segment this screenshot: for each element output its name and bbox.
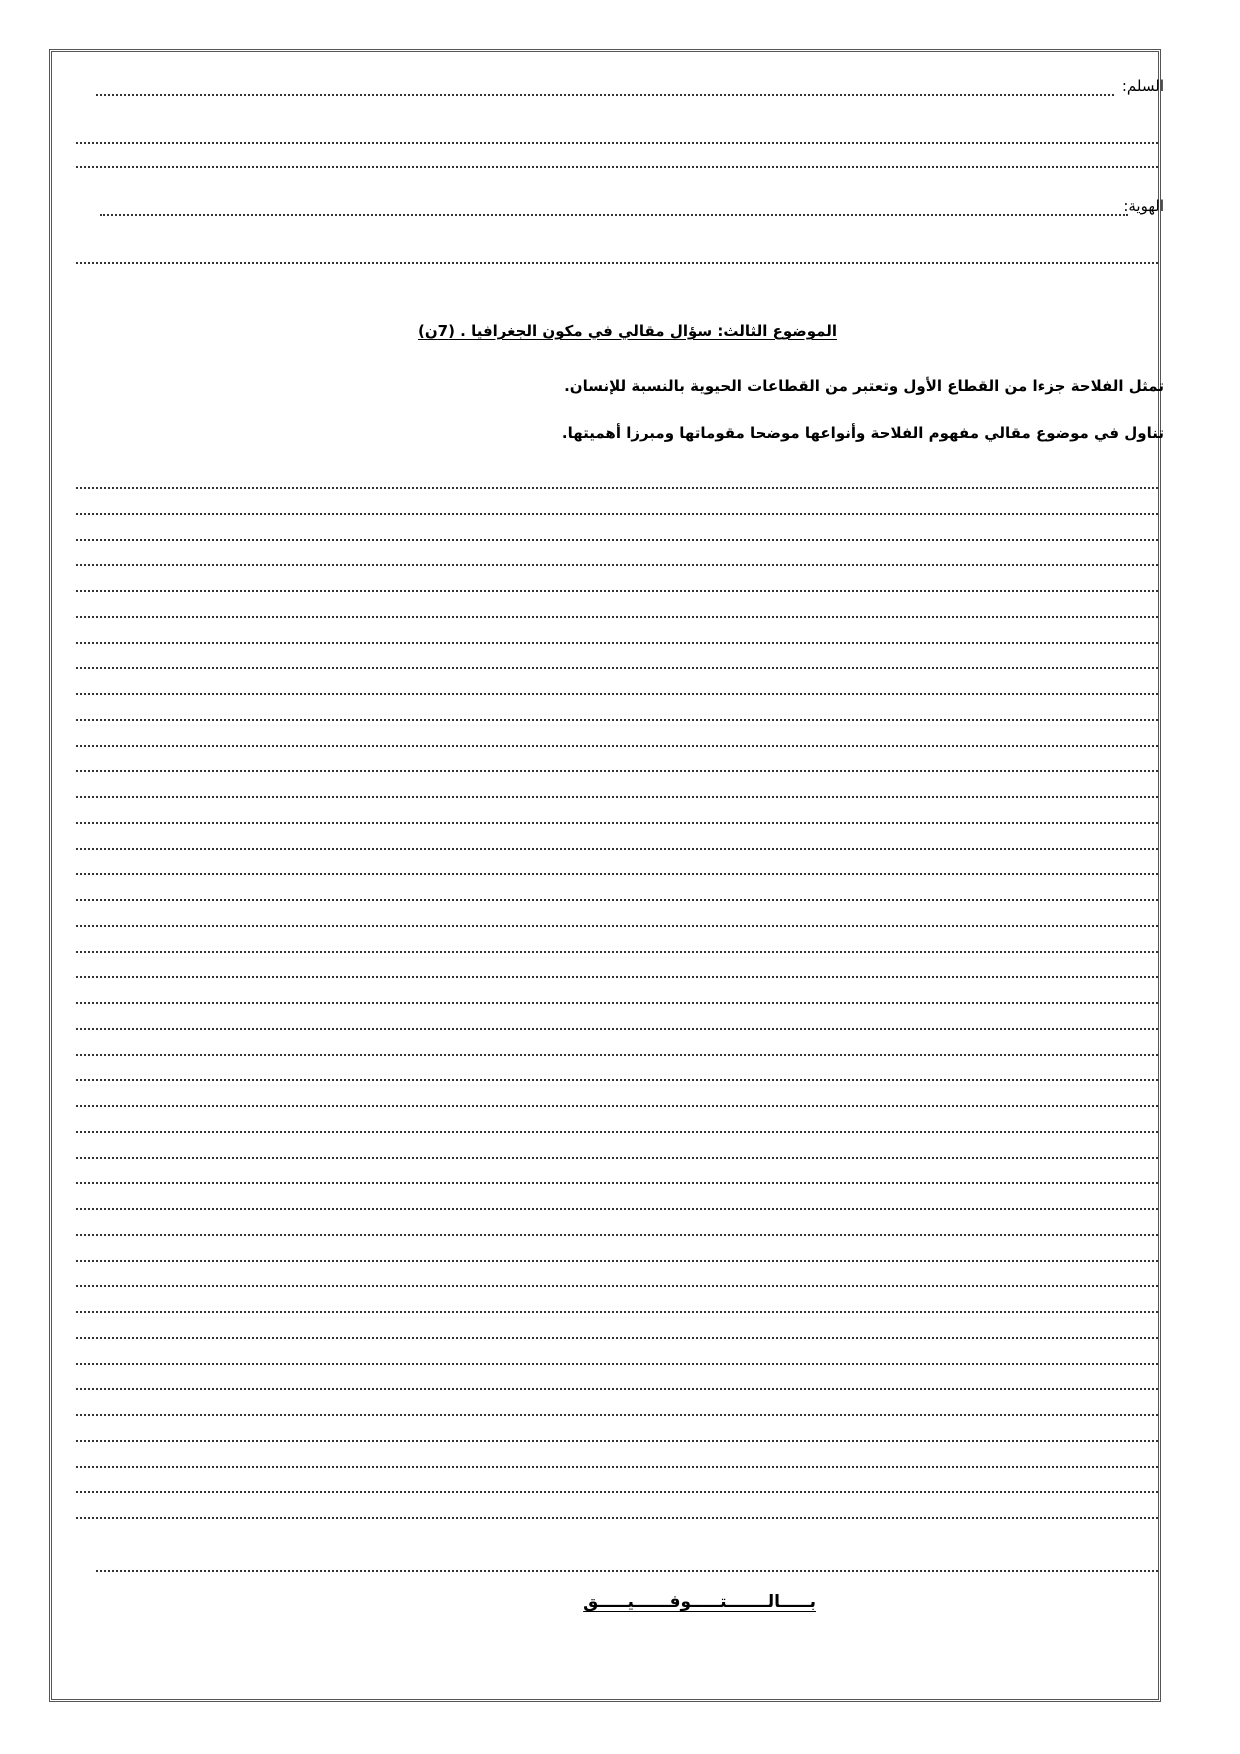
answer-line[interactable]: [76, 976, 1158, 978]
answer-line[interactable]: [76, 616, 1158, 618]
answer-line[interactable]: [76, 1157, 1158, 1159]
topic-title: الموضوع الثالث: سؤال مقالي في مكون الجغرافيا . (7ن): [417, 322, 837, 340]
answer-line[interactable]: [76, 1105, 1158, 1107]
answer-line[interactable]: [76, 1414, 1158, 1416]
answer-line[interactable]: [76, 1388, 1158, 1390]
answer-line[interactable]: [76, 1054, 1158, 1056]
answer-line[interactable]: [76, 925, 1158, 927]
answer-line[interactable]: [76, 667, 1158, 669]
answer-line[interactable]: [76, 951, 1158, 953]
scale-answer-line[interactable]: [96, 94, 1114, 96]
answer-line[interactable]: [76, 642, 1158, 644]
answer-line[interactable]: [76, 796, 1158, 798]
answer-line[interactable]: [76, 1491, 1158, 1493]
answer-line[interactable]: [76, 1517, 1158, 1519]
answer-line[interactable]: [76, 539, 1158, 541]
answer-line[interactable]: [76, 1311, 1158, 1313]
answer-line[interactable]: [76, 1234, 1158, 1236]
answer-line[interactable]: [76, 1363, 1158, 1365]
answer-line[interactable]: [76, 848, 1158, 850]
answer-line[interactable]: [76, 1182, 1158, 1184]
answer-line[interactable]: [76, 1131, 1158, 1133]
answer-line[interactable]: [76, 1260, 1158, 1262]
identity-answer-line[interactable]: [100, 214, 1128, 216]
identity-answer-line[interactable]: [76, 262, 1158, 264]
answer-line[interactable]: [76, 487, 1158, 489]
answer-line[interactable]: [76, 1028, 1158, 1030]
answer-line[interactable]: [76, 1079, 1158, 1081]
answer-line[interactable]: [76, 1466, 1158, 1468]
answer-line[interactable]: [76, 770, 1158, 772]
page-border: [49, 49, 1161, 1702]
answer-line[interactable]: [76, 513, 1158, 515]
scale-answer-line[interactable]: [76, 166, 1158, 168]
answer-line[interactable]: [76, 564, 1158, 566]
scale-answer-line[interactable]: [76, 142, 1158, 144]
answer-line[interactable]: [76, 899, 1158, 901]
answer-line[interactable]: [76, 1002, 1158, 1004]
answer-line[interactable]: [96, 1570, 1158, 1572]
scale-label: السلم:: [1121, 77, 1164, 95]
closing-wish: بـــــالـــــــتـــــوفــــــيـــــق: [583, 1592, 816, 1612]
answer-line[interactable]: [76, 1337, 1158, 1339]
answer-line[interactable]: [76, 693, 1158, 695]
answer-line[interactable]: [76, 590, 1158, 592]
identity-label: الهوية:: [1123, 197, 1164, 215]
answer-line[interactable]: [76, 745, 1158, 747]
answer-line[interactable]: [76, 873, 1158, 875]
answer-line[interactable]: [76, 1208, 1158, 1210]
topic-intro: تمثل الفلاحة جزءا من القطاع الأول وتعتبر من القطاعات الحيوية بالنسبة للإنسان.: [564, 377, 1164, 395]
topic-instruction: تناول في موضوع مقالي مفهوم الفلاحة وأنواعها موضحا مقوماتها ومبرزا أهميتها.: [561, 424, 1164, 442]
answer-line[interactable]: [76, 1285, 1158, 1287]
answer-line[interactable]: [76, 822, 1158, 824]
answer-line[interactable]: [76, 1440, 1158, 1442]
answer-line[interactable]: [76, 719, 1158, 721]
